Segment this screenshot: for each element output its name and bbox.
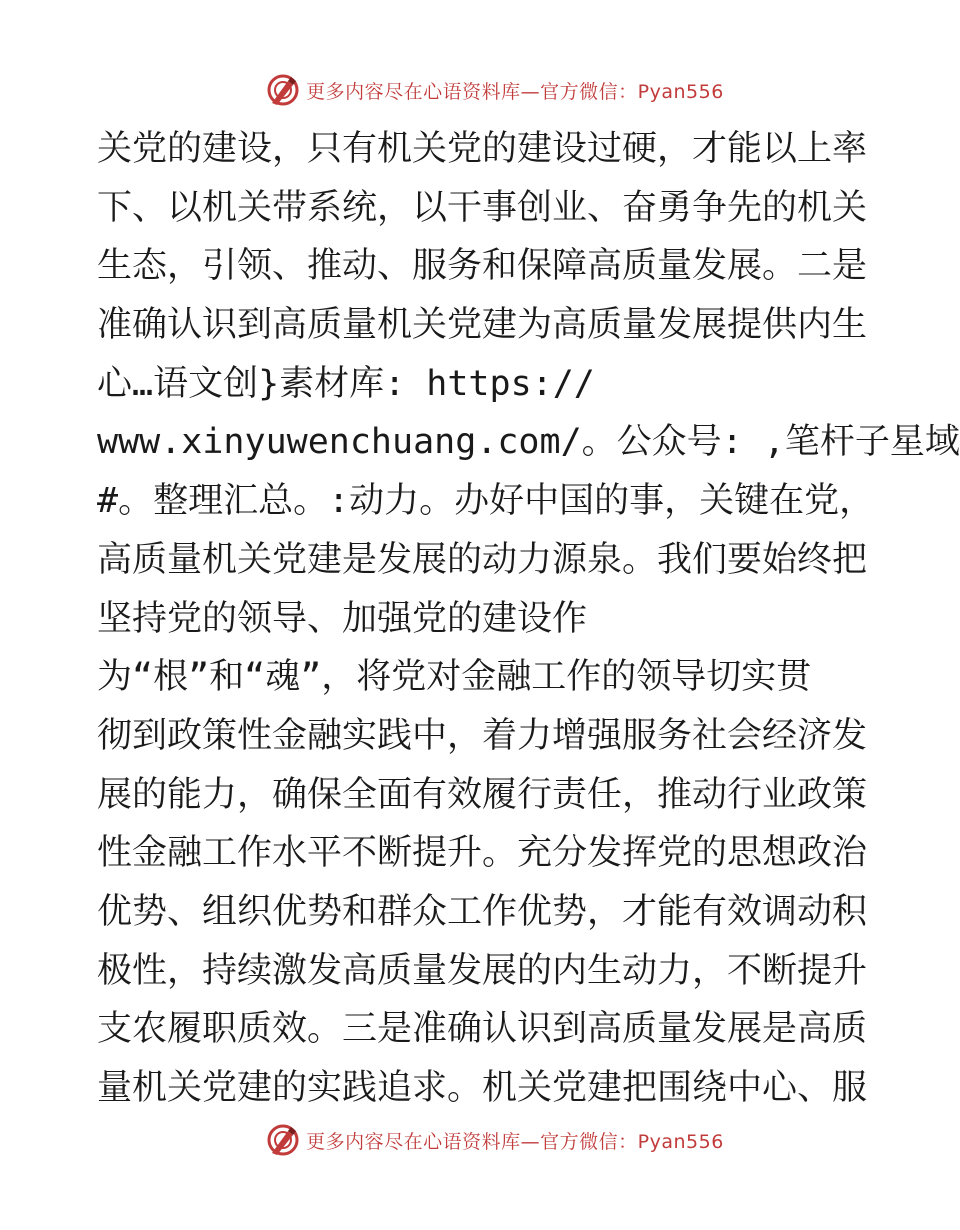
- text-line: 彻到政策性金融实践中，着力增强服务社会经济发: [97, 715, 868, 756]
- text-line: 展的能力，确保全面有效履行责任，推动行业政策: [97, 774, 868, 815]
- red-pen-circle-logo-icon: [266, 1123, 300, 1157]
- text-line: 生态，引领、推动、服务和保障高质量发展。二是: [97, 246, 868, 287]
- footer-banner-text: 更多内容尽在心语资料库—官方微信：Pyan556: [306, 1130, 724, 1153]
- text-line: www.xinyuwenchuang.com/。公众号: ,笔杆子星域: [97, 422, 960, 463]
- text-line: 坚持党的领导、加强党的建设作: [97, 598, 588, 639]
- text-line: 为“根”和“魂”，将党对金融工作的领导切实贯: [97, 657, 812, 698]
- text-line: 量机关党建的实践追求。机关党建把围绕中心、服: [97, 1068, 868, 1108]
- text-line: 优势、组织优势和群众工作优势，才能有效调动积: [97, 891, 868, 932]
- text-line: 关党的建设，只有机关党的建设过硬，才能以上率: [97, 129, 868, 169]
- header-banner-text: 更多内容尽在心语资料库—官方微信：Pyan556: [306, 80, 724, 103]
- text-line: #。整理汇总。:动力。办好中国的事，关键在党，: [97, 481, 875, 522]
- text-line: 心…语文创}素材库: https://: [97, 363, 595, 404]
- text-line: 高质量机关党建是发展的动力源泉。我们要始终把: [97, 539, 868, 580]
- text-line: 准确认识到高质量机关党建为高质量发展提供内生: [97, 305, 868, 346]
- header-banner-inner: [266, 73, 724, 107]
- text-line: 支农履职质效。三是准确认识到高质量发展是高质: [97, 1009, 868, 1050]
- text-line: 性金融工作水平不断提升。充分发挥党的思想政治: [97, 833, 868, 874]
- text-line: 极性，持续激发高质量发展的内生动力，不断提升: [97, 950, 868, 991]
- red-pen-circle-logo-icon: [266, 73, 300, 107]
- body-text: [97, 120, 960, 1118]
- text-line: 下、以机关带系统，以干事创业、奋勇争先的机关: [97, 187, 868, 228]
- footer-banner: [0, 1120, 950, 1160]
- footer-banner-inner: [266, 1123, 724, 1157]
- header-banner: [0, 70, 950, 110]
